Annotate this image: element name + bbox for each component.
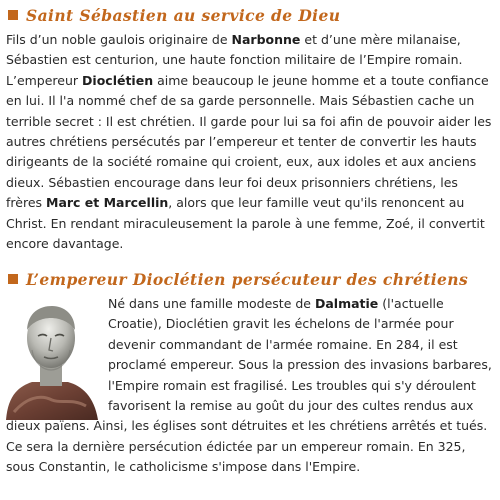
bullet-square-icon — [8, 10, 18, 20]
text-run: , alors que leur famille veut qu'ils renoncent au Christ. En rendant miraculeusement la parole à une femme, Zoé, il convertit encore davantage. — [6, 195, 485, 252]
paragraph-saint-sebastien — [6, 30, 496, 254]
text-run: Fils d’un noble gaulois originaire de — [6, 32, 232, 47]
text-run: (l'actuelle Croatie), Dioclétien gravit les échelons de l'armée pour devenir commandant de l'armée romaine. En 284, il est proclamé empereur. Sous la pression des invasions barbares, l'Empire romain est fragilisé. Les troubles qui s'y déroulent favorisent la remise au goût du jour des cultes rendus aux dieux païens. Ainsi, les églises sont détruites et les chrétiens arrêtés et tués. Ce sera la dernière persécution édictée par un empereur romain. En 325, sous Constantin, le catholicisme s'impose dans l'Empire. — [6, 296, 492, 475]
bold-term: Dioclétien — [82, 72, 154, 88]
bold-term: Narbonne — [231, 32, 301, 47]
text-run: et d’une mère milanaise, Sébastien est centurion, une haute fonction militaire de l’Empire romain. L’empereur — [6, 32, 463, 88]
paragraph-diocletien — [6, 294, 496, 478]
section-title-saint-sebastien — [8, 4, 340, 26]
section-title-diocletien — [8, 268, 468, 290]
text-run: Né dans une famille modeste de — [108, 296, 315, 311]
section-title-text: Saint Sébastien au service de Dieu — [26, 5, 341, 25]
bullet-square-icon — [8, 274, 18, 284]
text-run: aime beaucoup le jeune homme et a toute confiance en lui. Il l'a nommé chef de sa garde personnelle. Mais Sébastien cache un terrible secret : Il est chrétien. Il garde pour lui sa foi afin de pouvoir aider les autres chrétiens persécutés par l’empereur et tenter de convertir les hauts dirigeants de la société romaine qui croient, eux, aux idoles et aux anciens dieux. Sébastien encourage dans leur foi deux prisonniers chrétiens, les frères — [6, 72, 492, 211]
bold-term: Marc et Marcellin — [46, 195, 169, 211]
image-wrap-space — [6, 294, 108, 416]
bold-term: Dalmatie — [314, 296, 379, 311]
section-title-text: L’empereur Dioclétien persécuteur des chrétiens — [26, 269, 469, 289]
